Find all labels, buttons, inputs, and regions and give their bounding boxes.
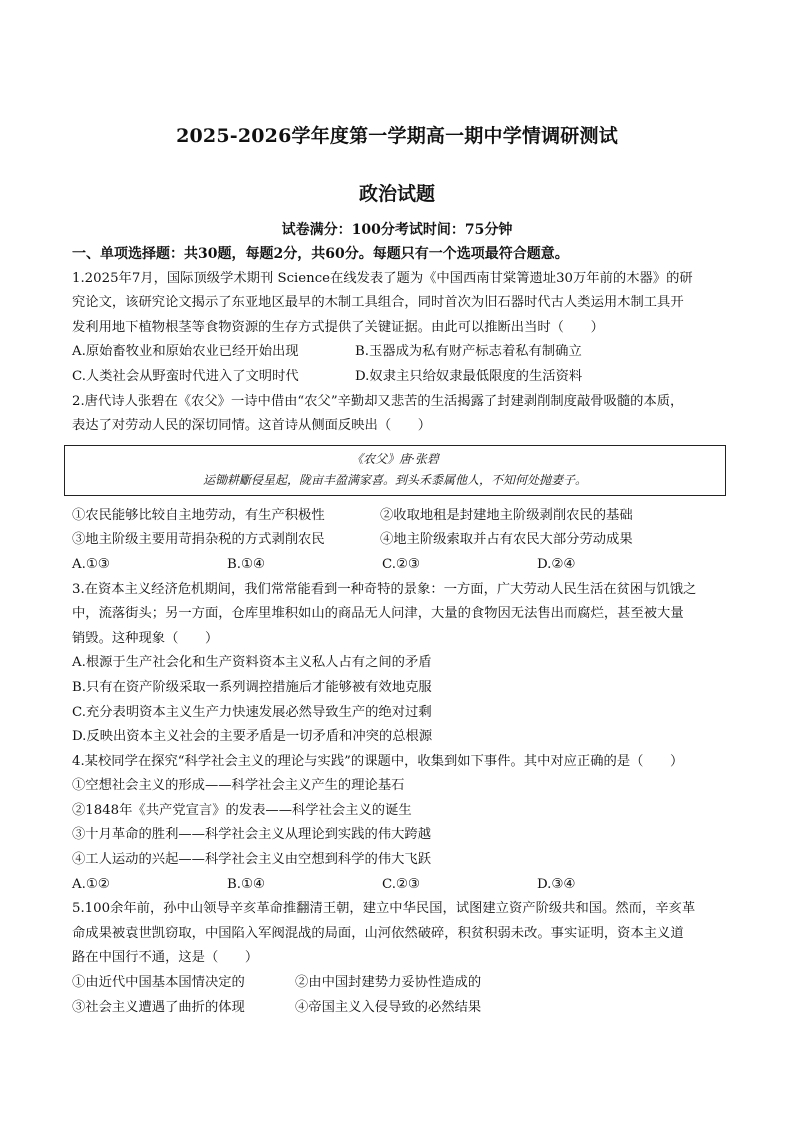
question-1-options-row bbox=[72, 340, 726, 365]
question-3-stem-line: 3.在资本主义经济危机期间，我们常常能看到一种奇特的景象：一方面，广大劳动人民生活在贫困与饥饿之 bbox=[72, 581, 697, 597]
question-5-items-row bbox=[72, 971, 726, 996]
question-5-stem-line: 命成果被袁世凯窃取，中国陷入军阀混战的局面，山河依然破碎，积贫积弱未改。事实证明，资本主义道 bbox=[72, 925, 684, 941]
question-2-stem-line: 表达了对劳动人民的深切同情。这首诗从侧面反映出（ ） bbox=[72, 418, 432, 434]
question-3 bbox=[72, 578, 726, 750]
option-d[interactable]: D.②④ bbox=[537, 556, 576, 572]
subject-title: 政治试题 bbox=[358, 183, 435, 205]
question-1-stem-line: 究论文，该研究论文揭示了东亚地区最早的木制工具组合，同时首次为旧石器时代古人类运用木制工具开 bbox=[72, 295, 684, 311]
question-1-stem-line: 发利用地下植物根茎等食物资源的生存方式提供了关键证据。由此可以推断出当时（ ） bbox=[72, 319, 604, 335]
poem-text: 运锄耕斸侵星起，陇亩丰盈满家喜。到头禾黍属他人，不知何处抛妻子。 bbox=[202, 472, 587, 487]
statement-3: ③十月革命的胜利——科学社会主义从理论到实践的伟大跨越 bbox=[72, 827, 432, 843]
statement-1: ①由近代中国基本国情决定的 bbox=[72, 975, 245, 991]
question-2-items-row bbox=[72, 504, 726, 529]
question-content bbox=[72, 242, 726, 1020]
option-c[interactable]: C.②③ bbox=[382, 556, 420, 572]
poem-box bbox=[64, 445, 726, 496]
option-a[interactable]: A.根源于生产社会化和生产资料资本主义私人占有之间的矛盾 bbox=[72, 655, 432, 671]
option-b[interactable]: B.只有在资产阶级采取一系列调控措施后才能够被有效地克服 bbox=[72, 679, 432, 695]
option-b[interactable]: B.玉器成为私有财产标志着私有制确立 bbox=[355, 344, 582, 360]
statement-2: ②1848年《共产党宣言》的发表——科学社会主义的诞生 bbox=[72, 802, 412, 818]
option-d[interactable]: D.奴隶主只给奴隶最低限度的生活资料 bbox=[355, 368, 583, 384]
statement-1: ①农民能够比较自主地劳动，有生产积极性 bbox=[72, 507, 325, 523]
question-3-stem-line: 中，流落街头；另一方面，仓库里堆积如山的商品无人问津，大量的食物因无法售出而腐烂，甚至被大量 bbox=[72, 606, 684, 622]
statement-3: ③社会主义遭遇了曲折的体现 bbox=[72, 999, 245, 1015]
question-1-options-row bbox=[72, 365, 726, 390]
option-a[interactable]: A.原始畜牧业和原始农业已经开始出现 bbox=[72, 344, 299, 360]
question-2-stem-line: 2.唐代诗人张碧在《农父》一诗中借由“农父”辛勤却又悲苦的生活揭露了封建剥削制度敲骨吸髓的本质， bbox=[72, 393, 684, 409]
question-1-stem-line: 1.2025年7月，国际顶级学术期刊 Science在线发表了题为《中国西南甘棠箐遗址30万年前的木器》的研 bbox=[72, 270, 693, 286]
statement-4: ④地主阶级索取并占有农民大部分劳动成果 bbox=[380, 532, 633, 548]
question-2-items-row bbox=[72, 528, 726, 553]
poem-title: 《农父》唐·张碧 bbox=[351, 451, 439, 466]
statement-4: ④工人运动的兴起——科学社会主义由空想到科学的伟大飞跃 bbox=[72, 852, 432, 868]
exam-info: 试卷满分：100分考试时间：75分钟 bbox=[281, 222, 513, 238]
statement-2: ②由中国封建势力妥协性造成的 bbox=[295, 975, 482, 991]
option-b[interactable]: B.①④ bbox=[227, 556, 265, 572]
statement-1: ①空想社会主义的形成——科学社会主义产生的理论基石 bbox=[72, 778, 405, 794]
question-4-options-row bbox=[72, 873, 726, 898]
option-c[interactable]: C.充分表明资本主义生产力快速发展必然导致生产的绝对过剩 bbox=[72, 704, 432, 720]
question-2 bbox=[72, 390, 726, 578]
option-c[interactable]: C.人类社会从野蛮时代进入了文明时代 bbox=[72, 368, 299, 384]
question-4 bbox=[72, 750, 726, 898]
exam-title: 2025-2026学年度第一学期高一期中学情调研测试 bbox=[176, 125, 618, 147]
option-a[interactable]: A.①② bbox=[72, 876, 110, 892]
option-b[interactable]: B.①④ bbox=[227, 876, 265, 892]
statement-3: ③地主阶级主要用苛捐杂税的方式剥削农民 bbox=[72, 532, 325, 548]
question-5-stem-line: 路在中国行不通，这是（ ） bbox=[72, 950, 259, 966]
option-c[interactable]: C.②③ bbox=[382, 876, 420, 892]
question-2-options-row bbox=[72, 553, 726, 578]
option-a[interactable]: A.①③ bbox=[72, 556, 110, 572]
section-heading: 一、单项选择题：共30题，每题2分，共60分。每题只有一个选项最符合题意。 bbox=[72, 246, 569, 262]
question-1 bbox=[72, 267, 726, 390]
statement-2: ②收取地租是封建地主阶级剥削农民的基础 bbox=[380, 507, 633, 523]
option-d[interactable]: D.反映出资本主义社会的主要矛盾是一切矛盾和冲突的总根源 bbox=[72, 729, 433, 745]
option-d[interactable]: D.③④ bbox=[537, 876, 576, 892]
question-5-items-row bbox=[72, 996, 726, 1021]
question-4-stem-line: 4.某校同学在探究“科学社会主义的理论与实践”的课题中，收集到如下事件。其中对应正确的是（ ） bbox=[72, 753, 684, 769]
question-3-stem-line: 销毁。这种现象（ ） bbox=[72, 630, 219, 646]
statement-4: ④帝国主义入侵导致的必然结果 bbox=[295, 999, 482, 1015]
question-5 bbox=[72, 897, 726, 1020]
question-5-stem-line: 5.100余年前，孙中山领导辛亥革命推翻清王朝，建立中华民国，试图建立资产阶级共和国。然而，辛亥革 bbox=[72, 901, 696, 917]
